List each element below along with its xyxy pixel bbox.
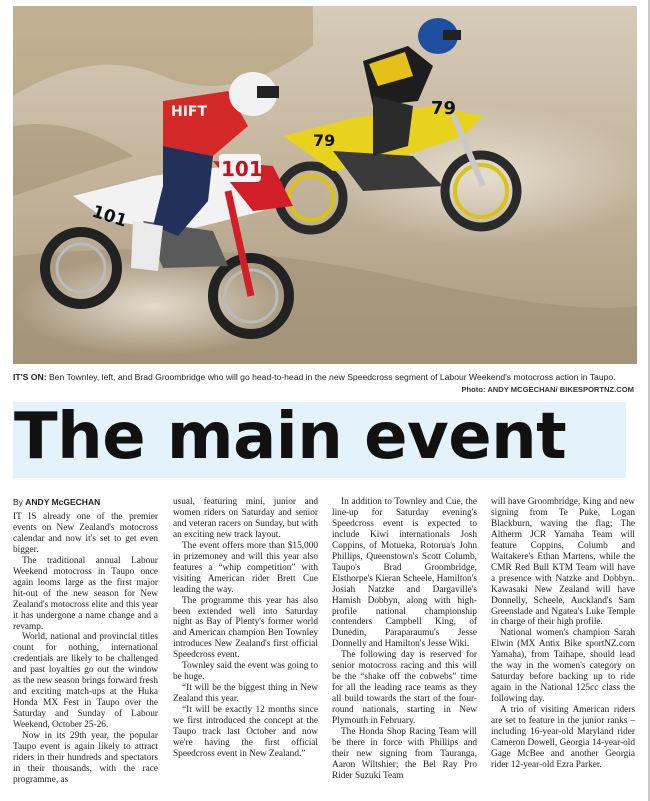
byline-prefix: By — [13, 497, 26, 507]
paragraph: World, national and provincial titles count for nothing, international credentials are likely to be challenged and past loyalties go out the window as the new season brings forward fresh and exciting match-ups at the Huka Honda MX Fest in Taupo over the Saturday and Sunday of Labour Weekend, October 25-26. — [13, 632, 158, 731]
paragraph: The Honda Shop Racing Team will be there in force with Phillips and their new signing from Tauranga, Aaron Wiltshier; the Bel Ray Pro Rider Suzuki Team — [332, 727, 477, 781]
paragraph: Townley said the event was going to be huge. — [173, 661, 318, 683]
svg-text:HIFT: HIFT — [171, 104, 208, 120]
article-column-1 — [13, 512, 158, 786]
paragraph: IT IS already one of the premier events on New Zealand's motocross calendar and now it's set to get even bigger. — [13, 512, 158, 555]
article-column-2 — [173, 497, 318, 760]
caption-lead: IT'S ON: — [13, 372, 47, 382]
paragraph: The event offers more than $15,000 in prizemoney and will this year also features a “whip competition” with visiting American rider Brett Cue leading the way. — [173, 540, 318, 595]
paragraph: will have Groombridge, King and new signing from Te Puke, Logan Blackburn, waving the flag; The Altherm JCR Yamaha Team will feature Coppins, Columb and Waitakere's Ethan Martens, while the CMR Red Bull KTM Team will have a presence with Natzke and Dobbyn. Kawasaki New Zealand will have Donnelly, Scheele, Auckland's Sam Greenslade and Ngatea's Luke Temple in charge of their high profile. — [491, 497, 635, 628]
photo-caption — [13, 372, 637, 383]
paragraph: “It will be exactly 12 months since we first introduced the concept at the Taupo track last October and now we're having the first official Speedcross event in New Zealand.” — [173, 705, 318, 759]
paragraph: “It will be the biggest thing in New Zealand this year. — [173, 683, 318, 705]
article-column-3 — [332, 497, 477, 782]
paragraph: A trio of visiting American riders are set to feature in the junior ranks – including 16-year-old Maryland rider Cameron Dowell, Georgia 14-year-old Gage McBee and another Georgia rider 12-year-old Ezra Parker. — [491, 705, 635, 770]
paragraph: The programme this year has also been extended well into Saturday night as Bay of Plenty's former world and American champion Ben Townley introduces New Zealand's first official Speedcross event. — [173, 595, 318, 661]
author-name: ANDY McGECHAN — [25, 497, 101, 507]
motocross-photo — [13, 6, 637, 364]
paragraph: The traditional annual Labour Weekend motocross in Taupo once again looms large as the first major hit-out of the new season for New Zealand's motocross elite and this year it has undergone a name change and a revamp. — [13, 555, 158, 632]
caption-text: Ben Townley, left, and Brad Groombridge who will go head-to-head in the new Speedcross segment of Labour Weekend's motocross action in Taupo. — [46, 372, 616, 382]
paragraph: usual, featuring mini, junior and women riders on Saturday and senior and veteran racers on Sunday, but with an exciting new track layout. — [173, 497, 318, 540]
photo-credit: Photo: ANDY MCGECHAN/ BIKESPORTNZ.COM — [461, 385, 634, 394]
svg-text:79: 79 — [313, 131, 336, 150]
article-headline: The main event — [14, 400, 567, 474]
byline — [13, 497, 100, 507]
paragraph: Now in its 29th year, the popular Taupo event is again likely to attract riders in their hundreds and spectators in their thousands, with the race programme, as — [13, 731, 158, 785]
paragraph: National women's champion Sarah Elwin (MX Antix Bike sportNZ.com Yamaha), from Taihape, should lead the way in the women's category on Saturday before backing up to ride again in the National 125cc class the following day. — [491, 628, 635, 705]
article-column-4 — [491, 497, 635, 771]
svg-text:79: 79 — [431, 98, 457, 119]
paragraph: In addition to Townley and Cue, the line-up for Saturday evening's Speedcross event is expected to include Kiwi internationals Josh Coppins, of Motueka, Rotorua's John Phillips, Queenstown's Scott Columb, Taupo's Brad Groombridge, Elsthorpe's Kieran Scheele, Hamilton's Josiah Natzke and Dargaville's Hamish Dobbyn, along with high-profile national championship contenders Campbell King, of Dunedin, Paraparaumu's Jesse Donnelly and Hamilton's Jesse Wiki. — [332, 497, 477, 650]
svg-text:101: 101 — [89, 201, 130, 232]
svg-text:101: 101 — [221, 157, 263, 181]
paragraph: The following day is reserved for senior motocross racing and this will be the “shake off the cobwebs” time for all the leading race teams as they all build towards the start of the four-round nationals, starting in New Plymouth in February. — [332, 650, 477, 727]
